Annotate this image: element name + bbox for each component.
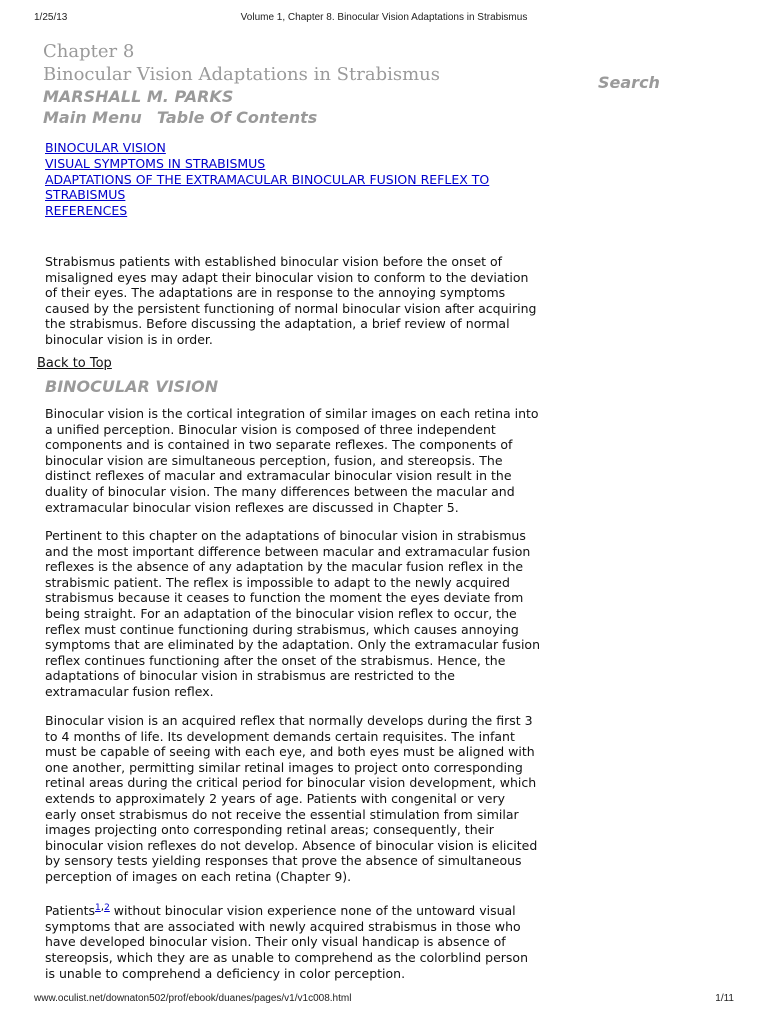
text-line: Binocular vision is the cortical integration of similar images on each retina into: [45, 406, 539, 421]
text-line: and the most important difference between macular and extramacular fusion: [45, 543, 531, 559]
text-line: reflex continues functioning after the onset of the strabismus. Hence, the: [45, 652, 506, 668]
toc-link-visual-symptoms[interactable]: VISUAL SYMPTOMS IN STRABISMUS: [45, 155, 266, 171]
chapter-title: Binocular Vision Adaptations in Strabismus: [43, 64, 440, 85]
chapter-number: Chapter 8: [43, 41, 135, 62]
print-header: [34, 12, 734, 26]
text-line: Strabismus patients with established binocular vision before the onset of: [45, 254, 503, 269]
body-paragraph-2: [45, 528, 585, 700]
text-line: Binocular vision is an acquired reflex that normally develops during the first 3: [45, 713, 533, 728]
text-line: Pertinent to this chapter on the adaptations of binocular vision in strabismus: [45, 528, 526, 543]
text-line: binocular vision is in order.: [45, 331, 213, 347]
print-url: www.oculist.net/downaton502/prof/ebook/duanes/pages/v1/v1c008.html: [34, 993, 352, 1004]
print-document-title: Volume 1, Chapter 8. Binocular Vision Adaptations in Strabismus: [240, 12, 528, 23]
text-line: duality of binocular vision. The many differences between the macular and: [45, 483, 515, 499]
text-line: have developed binocular vision. Their only visual handicap is absence of: [45, 934, 506, 950]
intro-paragraph: [45, 254, 585, 348]
text-line: strabismus because it ceases to function the moment the eyes deviate from: [45, 590, 524, 606]
text-line: misaligned eyes may adapt their binocular vision to conform to the deviation: [45, 269, 529, 285]
text-line: stereopsis, which they are as unable to comprehend as the colorblind person: [45, 949, 528, 965]
text-line: binocular vision are simultaneous perception, fusion, and stereopsis. The: [45, 452, 503, 468]
text-line: one another, permitting similar retinal images to project onto corresponding: [45, 759, 523, 775]
body-paragraph-1: [45, 406, 585, 515]
text-line: distinct reflexes of macular and extramacular binocular vision result in the: [45, 468, 512, 484]
text-line: must be capable of seeing with each eye, and both eyes must be aligned with: [45, 744, 535, 760]
toc-link-binocular-vision[interactable]: BINOCULAR VISION: [45, 140, 166, 155]
reference-link-1[interactable]: 1: [95, 903, 101, 913]
text-line: being straight. For an adaptation of the binocular vision reflex to occur, the: [45, 605, 517, 621]
toc-link-references[interactable]: REFERENCES: [45, 203, 128, 219]
print-date: 1/25/13: [34, 12, 68, 23]
body-paragraph-4: [45, 900, 585, 981]
toc-link-adaptations-cont[interactable]: STRABISMUS: [45, 187, 126, 203]
text-line: adaptations of binocular vision in strabismus are restricted to the: [45, 668, 455, 684]
text-line: of their eyes. The adaptations are in response to the annoying symptoms: [45, 285, 506, 301]
text-line: reflex must continue functioning during strabismus, which causes annoying: [45, 621, 519, 637]
text-fragment: Patients: [45, 903, 96, 919]
section-toc: [45, 140, 565, 219]
top-menu: [43, 107, 563, 129]
text-line: caused by the persistent functioning of normal binocular vision after acquiring: [45, 300, 537, 316]
toc-link-adaptations[interactable]: ADAPTATIONS OF THE EXTRAMACULAR BINOCULAR FUSION REFLEX TO: [45, 171, 490, 187]
author-name: MARSHALL M. PARKS: [43, 87, 234, 106]
text-line: components and is contained in two separate reflexes. The components of: [45, 437, 513, 453]
text-line: extramacular binocular vision reflexes are discussed in Chapter 5.: [45, 499, 459, 515]
reference-link-2[interactable]: 2: [104, 903, 110, 913]
body-paragraph-3: [45, 713, 585, 885]
text-line: early onset strabismus do not receive the essential stimulation from similar: [45, 806, 519, 822]
section-heading: BINOCULAR VISION: [45, 377, 219, 396]
text-line: extends to approximately 2 years of age. Patients with congenital or very: [45, 790, 506, 806]
text-line: a unified perception. Binocular vision is composed of three independent: [45, 421, 496, 437]
text-line: symptoms that are eliminated by the adaptation. Only the extramacular fusion: [45, 637, 540, 653]
text-line: symptoms that are associated with newly acquired strabismus in those who: [45, 918, 521, 934]
print-footer: [34, 993, 734, 1007]
text-line: retinal areas during the critical period for binocular vision development, which: [45, 775, 537, 791]
print-page-number: 1/11: [715, 993, 734, 1004]
back-to-top-link[interactable]: Back to Top: [37, 356, 112, 371]
reference-separator: ,: [100, 901, 105, 913]
masthead: [43, 40, 563, 129]
text-line: perception of images on each retina (Chapter 9).: [45, 868, 352, 884]
text-line: strabismic patient. The reflex is impossible to adapt to the newly acquired: [45, 574, 510, 590]
text-line: is unable to comprehend a deficiency in color perception.: [45, 965, 406, 981]
search-link[interactable]: Search: [598, 73, 660, 92]
reference-superscripts: [95, 901, 110, 913]
main-menu-link[interactable]: Main Menu: [43, 108, 142, 127]
text-line: extramacular fusion reflex.: [45, 683, 214, 699]
text-fragment: without binocular vision experience none of the untoward visual: [109, 903, 516, 919]
text-line: binocular vision reflexes do not develop. Absence of binocular vision is elicited: [45, 837, 538, 853]
text-line: reflexes is the absence of any adaptation by the macular fusion reflex in the: [45, 559, 524, 575]
text-line: to 4 months of life. Its development demands certain requisites. The infant: [45, 728, 515, 744]
text-line: the strabismus. Before discussing the adaptation, a brief review of normal: [45, 316, 510, 332]
table-of-contents-link[interactable]: Table Of Contents: [156, 108, 318, 127]
text-line: by sensory tests yielding responses that prove the absence of simultaneous: [45, 853, 522, 869]
text-line: images projecting onto corresponding retinal areas; consequently, their: [45, 822, 494, 838]
